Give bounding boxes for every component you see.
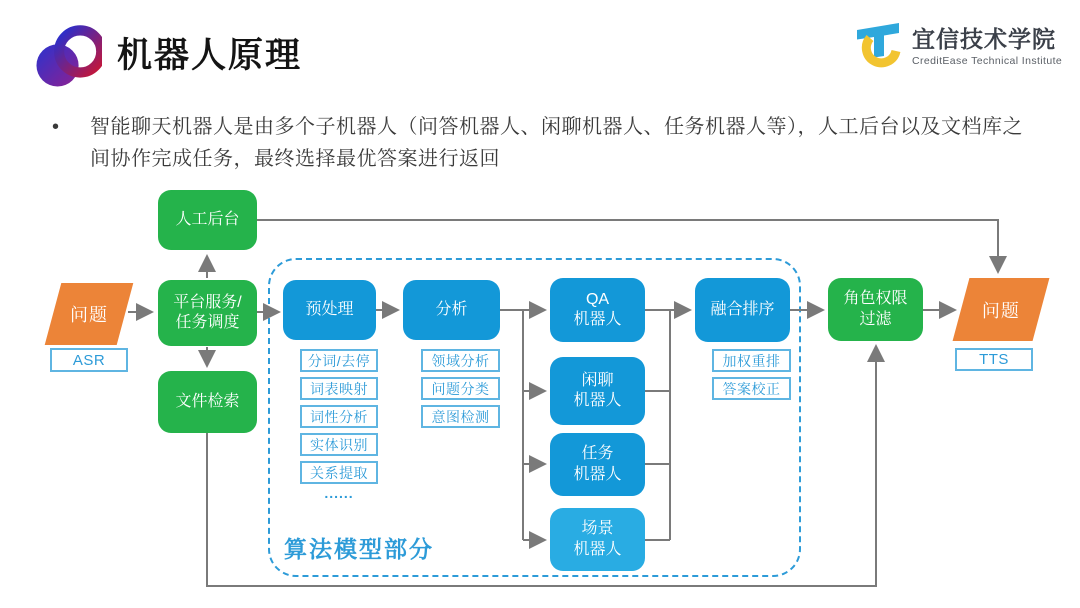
node-qa-robot: QA 机器人 [550, 278, 645, 342]
node-question-input: 问题 [45, 283, 134, 345]
node-platform-service: 平台服务/ 任务调度 [158, 280, 257, 346]
brand-name-cn: 宜信技术学院 [912, 26, 1056, 53]
label-entity-recognition: 实体识别 [300, 433, 378, 456]
label-pos-analysis: 词性分析 [300, 405, 378, 428]
label-tts: TTS [955, 348, 1033, 371]
node-question-output: 问题 [953, 278, 1050, 341]
node-chitchat-robot: 闲聊 机器人 [550, 357, 645, 425]
brand [854, 20, 1062, 74]
creditease-logo-icon [854, 20, 904, 74]
node-role-permission-filter: 角色权限 过滤 [828, 278, 923, 341]
label-asr: ASR [50, 348, 128, 372]
label-intent-detection: 意图检测 [421, 405, 500, 428]
label-domain-analysis: 领域分析 [421, 349, 500, 372]
label-relation-extraction: 关系提取 [300, 461, 378, 484]
bullet-item [52, 112, 1027, 175]
brand-name-en: CreditEase Technical Institute [912, 54, 1063, 67]
label-answer-correction: 答案校正 [712, 377, 791, 400]
node-file-retrieval: 文件检索 [158, 371, 257, 433]
label-weighted-rerank: 加权重排 [712, 349, 791, 372]
bullet-text: 智能聊天机器人是由多个子机器人（问答机器人、闲聊机器人、任务机器人等），人工后台以及文档库之间协作完成任务，最终选择最优答案进行返回 [90, 116, 1023, 170]
node-preprocess: 预处理 [283, 280, 376, 340]
label-vocab-mapping: 词表映射 [300, 377, 378, 400]
node-scene-robot: 场景 机器人 [550, 508, 645, 571]
bullet-dot: • [52, 116, 60, 138]
node-manual-backend: 人工后台 [158, 190, 257, 250]
label-question-classification: 问题分类 [421, 377, 500, 400]
algorithm-model-label: 算法模型部分 [284, 536, 434, 562]
label-word-segment: 分词/去停 [300, 349, 378, 372]
node-fusion-ranking: 融合排序 [695, 278, 790, 342]
slide-logo-icon [24, 14, 102, 92]
node-task-robot: 任务 机器人 [550, 433, 645, 496]
page-title: 机器人原理 [117, 36, 303, 75]
node-analysis: 分析 [403, 280, 500, 340]
ellipsis-more: ...... [324, 485, 354, 501]
